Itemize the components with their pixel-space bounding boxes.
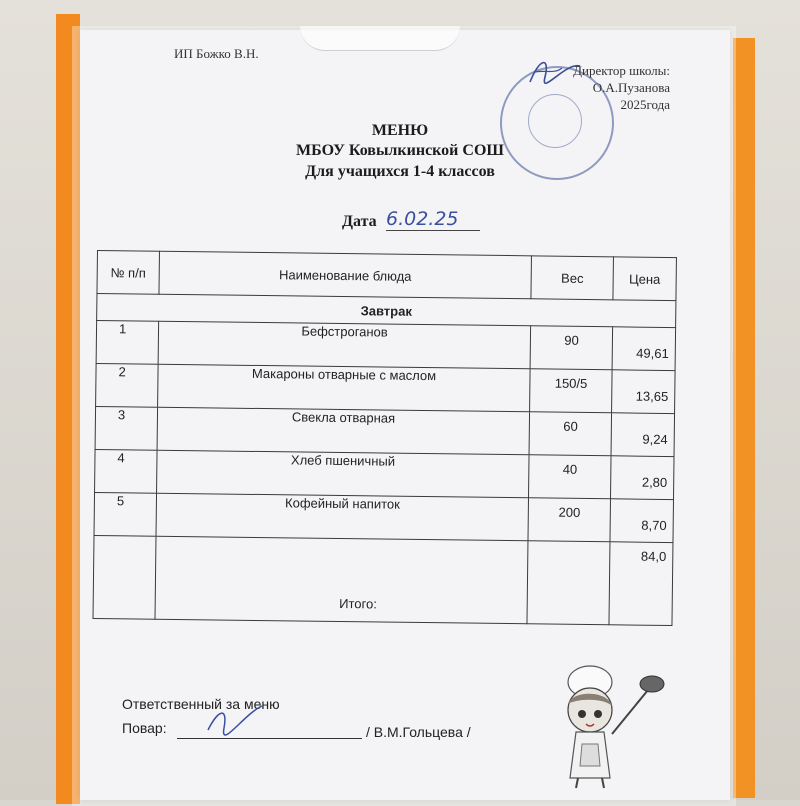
row-num: 4: [95, 449, 157, 493]
row-weight: 40: [529, 455, 611, 499]
table-row: [96, 363, 675, 413]
total-weight-cell: [527, 541, 610, 625]
table-row: [94, 492, 673, 542]
header-name: Наименование блюда: [159, 251, 532, 299]
date-label: Дата: [342, 213, 377, 230]
cook-label: Повар:: [122, 720, 167, 736]
sleeve-notch: [300, 26, 460, 51]
row-dish: Бефстроганов: [158, 321, 531, 369]
section-breakfast: Завтрак: [97, 294, 676, 328]
row-price: 9,24: [611, 413, 674, 457]
table-row: [95, 406, 674, 456]
row-dish: Кофейный напиток: [156, 493, 529, 541]
table-row: [95, 449, 674, 499]
director-approval: [520, 62, 670, 113]
menu-table: [92, 250, 676, 626]
total-row: [93, 535, 673, 625]
cook-name: / В.М.Гольцева /: [366, 724, 471, 740]
total-label: Итого:: [155, 536, 528, 624]
header-num: № п/п: [97, 251, 159, 295]
director-name: О.А.Пузанова: [592, 80, 670, 95]
row-weight: 150/5: [530, 369, 612, 413]
row-price: 2,80: [611, 456, 674, 500]
school-name: МБОУ Ковылкинской СОШ: [296, 142, 504, 159]
director-title: Директор школы:: [573, 63, 670, 78]
row-num: 5: [94, 492, 156, 536]
row-dish: Хлеб пшеничный: [156, 450, 529, 498]
date-value: 6.02.25: [386, 208, 480, 231]
header-price: Цена: [613, 257, 676, 301]
cook-signature: [200, 700, 270, 740]
row-price: 13,65: [612, 370, 675, 414]
frame-right-edge: [733, 38, 755, 798]
row-num: 2: [96, 363, 158, 407]
row-dish: Макароны отварные с маслом: [157, 364, 530, 412]
header-weight: Вес: [531, 256, 613, 300]
total-value: 84,0: [609, 542, 673, 626]
menu-title: МЕНЮ: [371, 122, 429, 139]
row-dish: Свекла отварная: [157, 407, 530, 455]
audience-line: Для учащихся 1-4 классов: [305, 163, 495, 180]
chef-girl-illustration: [548, 660, 668, 790]
responsible-label: Ответственный за меню: [122, 696, 280, 712]
row-weight: 60: [529, 412, 611, 456]
row-weight: 90: [530, 326, 612, 370]
row-price: 49,61: [612, 327, 675, 371]
table-header-row: [97, 251, 676, 301]
table-row: [96, 321, 675, 371]
approval-year: 2025года: [620, 97, 670, 112]
org-name: ИП Божко В.Н.: [174, 46, 259, 61]
row-num: 3: [95, 406, 157, 450]
row-weight: 200: [528, 498, 610, 542]
total-empty-cell: [93, 535, 156, 619]
row-price: 8,70: [610, 499, 673, 543]
row-num: 1: [96, 321, 158, 365]
